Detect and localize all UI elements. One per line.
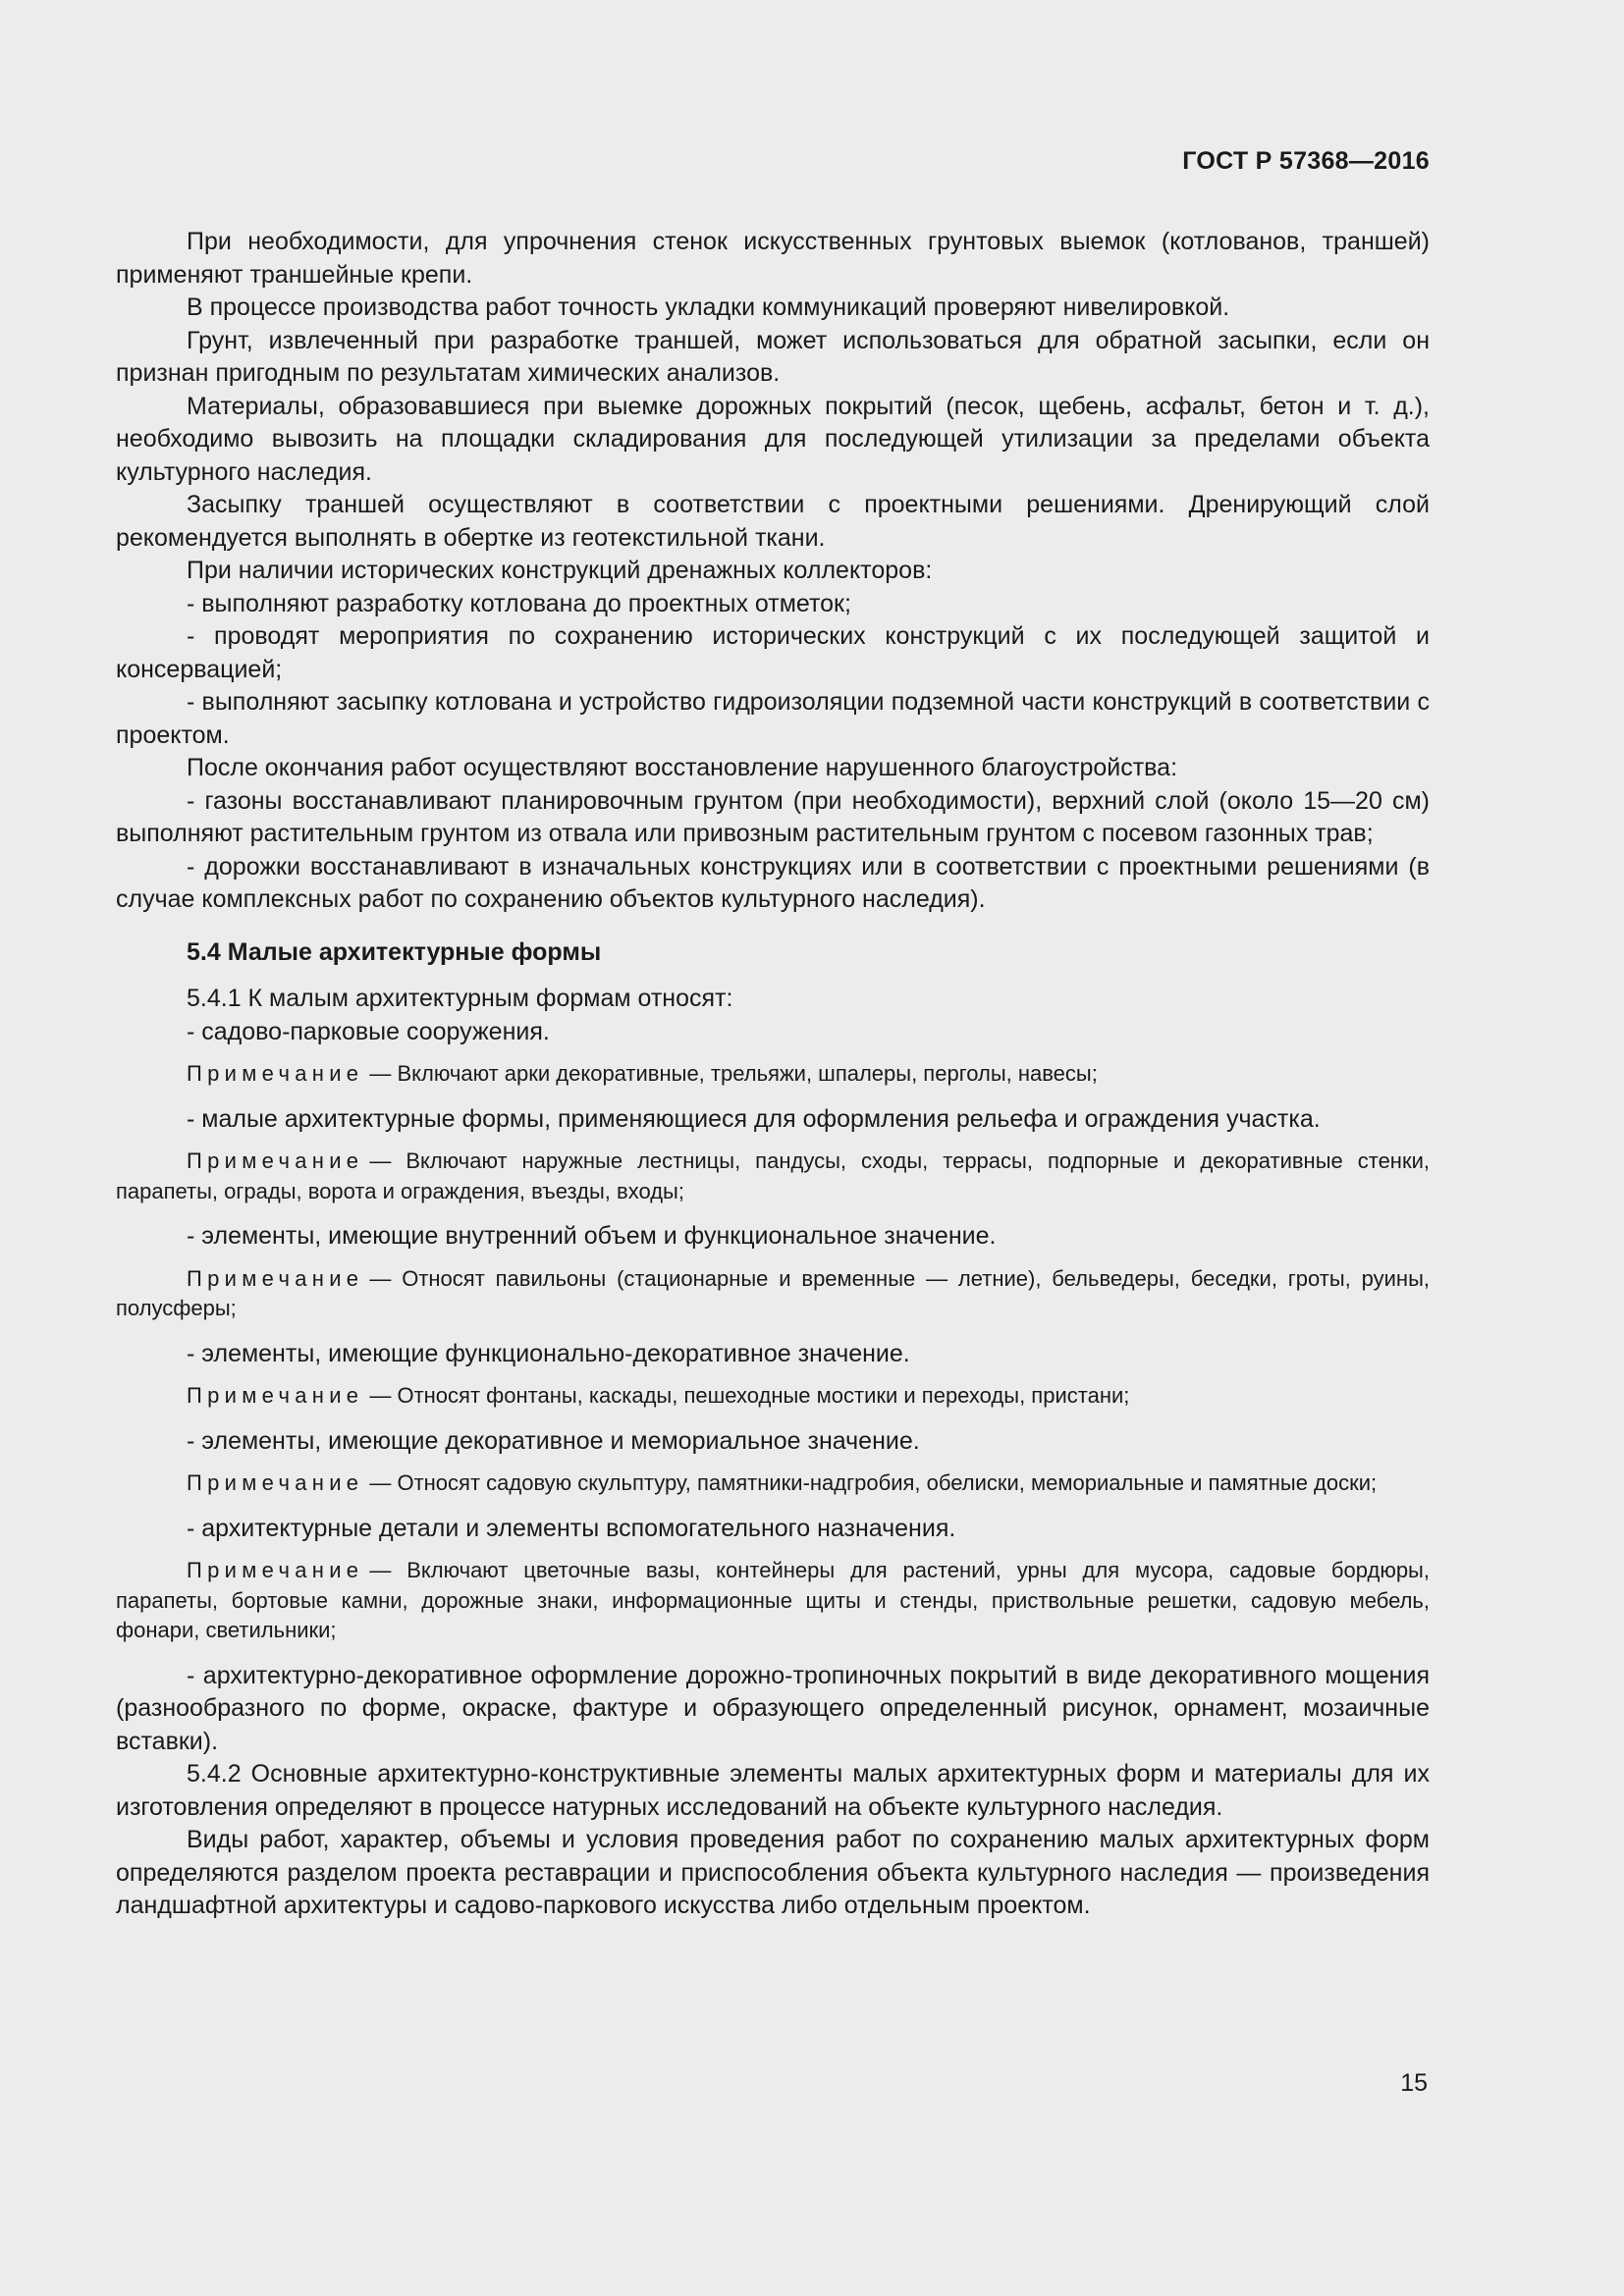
list-item-text: - садово-парковые сооружения. bbox=[187, 1017, 550, 1045]
note-dash: — bbox=[369, 1383, 392, 1408]
paragraph: Засыпку траншей осуществляют в соответствии с проектными решениями. Дренирующий слой рекомендуется выполнять в обертке из геотекстильной ткани. bbox=[116, 491, 1430, 552]
document-code: ГОСТ Р 57368—2016 bbox=[1182, 147, 1430, 175]
note-label: Примечание bbox=[187, 1383, 364, 1408]
list-item: - элементы, имеющие функционально-декоративное значение. bbox=[187, 1339, 910, 1367]
list-item: - архитектурные детали и элементы вспомогательного назначения. bbox=[187, 1514, 956, 1542]
note-label: Примечание bbox=[187, 1470, 364, 1495]
paragraph: Виды работ, характер, объемы и условия проведения работ по сохранению малых архитектурных форм определяются разделом проекта реставрации и приспособления объекта культурного наследия — произведения ландшафтной архитектуры и садово-паркового искусства либо отдельным проектом. bbox=[116, 1826, 1430, 1919]
note-dash: — bbox=[369, 1265, 392, 1291]
paragraph: 5.4.2 Основные архитектурно-конструктивные элементы малых архитектурных форм и материалы для их изготовления определяют в процессе натурных исследований на объекте культурного наследия. bbox=[116, 1760, 1430, 1821]
page-content bbox=[116, 226, 1430, 1923]
list-item bbox=[116, 1016, 1430, 1049]
note-label: Примечание bbox=[187, 1061, 364, 1086]
note bbox=[116, 1556, 1430, 1646]
paragraph: При необходимости, для упрочнения стенок искусственных грунтовых выемок (котлованов, траншей) применяют траншейные крепи. bbox=[116, 228, 1430, 289]
page-number: 15 bbox=[1400, 2069, 1428, 2097]
note-text: Включают арки декоративные, трельяжи, шпалеры, перголы, навесы; bbox=[397, 1061, 1098, 1086]
note-text: Включают наружные лестницы, пандусы, сходы, террасы, подпорные и декоративные стенки, парапеты, ограды, ворота и ограждения, въезды, входы; bbox=[116, 1148, 1430, 1203]
note-dash: — bbox=[369, 1470, 392, 1495]
list-item: - выполняют засыпку котлована и устройство гидроизоляции подземной части конструкций в соответствии с проектом. bbox=[116, 688, 1430, 749]
note bbox=[116, 1147, 1430, 1206]
note-label: Примечание bbox=[187, 1148, 364, 1173]
note-dash: — bbox=[369, 1558, 392, 1582]
paragraph: После окончания работ осуществляют восстановление нарушенного благоустройства: bbox=[187, 754, 1178, 781]
note-label: Примечание bbox=[187, 1265, 364, 1291]
note bbox=[116, 1264, 1430, 1324]
list-item: - проводят мероприятия по сохранению исторических конструкций с их последующей защитой и консервацией; bbox=[116, 622, 1430, 683]
note bbox=[116, 1468, 1430, 1499]
note bbox=[116, 1381, 1430, 1412]
note-text: Относят садовую скульптуру, памятники-надгробия, обелиски, мемориальные и памятные доски; bbox=[397, 1470, 1378, 1495]
list-item: - элементы, имеющие декоративное и мемориальное значение. bbox=[187, 1426, 920, 1455]
paragraph: Грунт, извлеченный при разработке траншей, может использоваться для обратной засыпки, если он признан пригодным по результатам химических анализов. bbox=[116, 326, 1430, 387]
list-item: - малые архитектурные формы, применяющиеся для оформления рельефа и ограждения участка. bbox=[187, 1104, 1321, 1133]
list-item: - газоны восстанавливают планировочным грунтом (при необходимости), верхний слой (около 15—20 см) выполняют растительным грунтом из отвала или привозным растительным грунтом с посевом газонных трав; bbox=[116, 786, 1430, 847]
section-intro: 5.4.1 К малым архитектурным формам относят: bbox=[187, 985, 733, 1012]
list-item: - архитектурно-декоративное оформление дорожно-тропиночных покрытий в виде декоративного мощения (разнообразного по форме, окраске, фактуре и образующего определенный рисунок, орнамент, мозаичные вставки). bbox=[116, 1661, 1430, 1755]
paragraph: В процессе производства работ точность укладки коммуникаций проверяют нивелировкой. bbox=[187, 294, 1230, 321]
paragraph: Материалы, образовавшиеся при выемке дорожных покрытий (песок, щебень, асфальт, бетон и т. д.), необходимо вывозить на площадки складирования для последующей утилизации за пределами объекта культурного наследия. bbox=[116, 392, 1430, 486]
note-text: Включают цветочные вазы, контейнеры для растений, урны для мусора, садовые бордюры, парапеты, бортовые камни, дорожные знаки, информационные щиты и стенды, приствольные решетки, садовую мебель, фонари, светильники; bbox=[116, 1558, 1430, 1642]
note-text: Относят фонтаны, каскады, пешеходные мостики и переходы, пристани; bbox=[397, 1383, 1130, 1408]
note-dash: — bbox=[369, 1148, 392, 1173]
section-heading: 5.4 Малые архитектурные формы bbox=[187, 937, 602, 966]
list-item: - дорожки восстанавливают в изначальных конструкциях или в соответствии с проектными решениями (в случае комплексных работ по сохранению объектов культурного наследия). bbox=[116, 852, 1430, 913]
paragraph: При наличии исторических конструкций дренажных коллекторов: bbox=[187, 557, 933, 584]
list-item: - выполняют разработку котлована до проектных отметок; bbox=[187, 589, 851, 617]
note-label: Примечание bbox=[187, 1558, 364, 1582]
note-dash: — bbox=[369, 1061, 392, 1086]
list-item: - элементы, имеющие внутренний объем и функциональное значение. bbox=[187, 1222, 997, 1250]
note-text: Относят павильоны (стационарные и временные — летние), бельведеры, беседки, гроты, руины, полусферы; bbox=[116, 1265, 1430, 1320]
note bbox=[116, 1059, 1430, 1090]
